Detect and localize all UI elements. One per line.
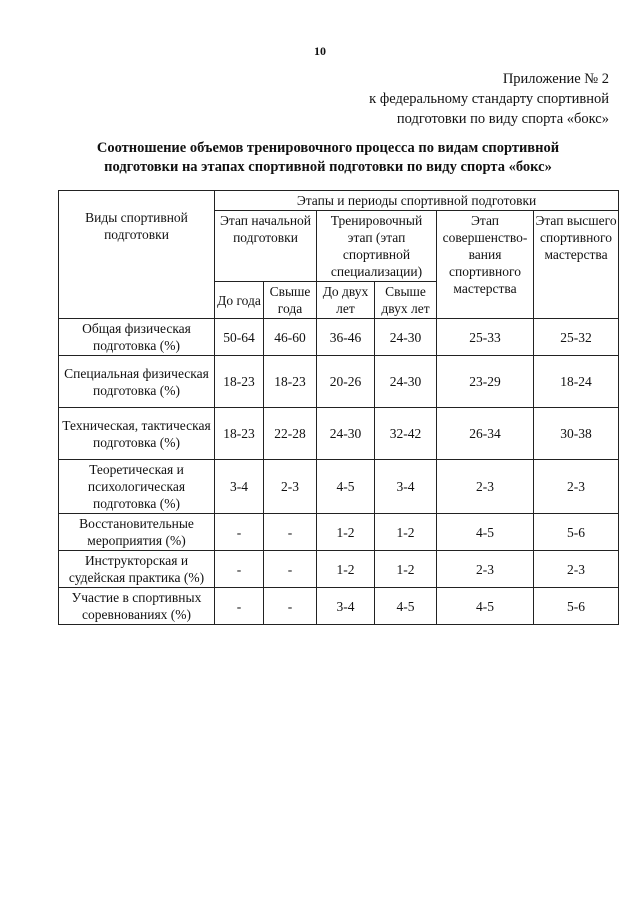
training-ratio-table xyxy=(58,190,619,625)
row-value: 24-30 xyxy=(375,356,437,408)
title-line-1: Соотношение объемов тренировочного процесса по видам спортивной xyxy=(96,140,560,156)
row-value: 1-2 xyxy=(375,551,437,588)
row-value: 22-28 xyxy=(264,408,317,460)
row-category: Инструкторская и судейская практика (%) xyxy=(59,551,215,588)
title-line-2: подготовки на этапах спортивной подготовки по виду спорта «бокс» xyxy=(104,159,552,175)
row-value: 46-60 xyxy=(264,319,317,356)
table-row xyxy=(59,408,619,460)
header-stage-improvement: Этап совершенство-вания спортивного мастерства xyxy=(437,211,534,319)
row-value: 2-3 xyxy=(437,460,534,514)
row-value: 20-26 xyxy=(317,356,375,408)
row-value: 2-3 xyxy=(437,551,534,588)
row-value: - xyxy=(264,551,317,588)
row-value: 3-4 xyxy=(317,588,375,625)
appendix-header xyxy=(369,69,609,129)
row-value: 24-30 xyxy=(317,408,375,460)
header-periods: Этапы и периоды спортивной подготовки xyxy=(215,191,619,211)
row-category: Участие в спортивных соревнованиях (%) xyxy=(59,588,215,625)
appendix-line-3: подготовки по виду спорта «бокс» xyxy=(396,111,609,127)
row-value: 18-23 xyxy=(264,356,317,408)
row-category: Общая физическая подготовка (%) xyxy=(59,319,215,356)
row-value: 4-5 xyxy=(375,588,437,625)
row-category: Техническая, тактическая подготовка (%) xyxy=(59,408,215,460)
row-value: 36-46 xyxy=(317,319,375,356)
header-sub-training-2: Свыше двух лет xyxy=(375,282,437,319)
row-value: 18-24 xyxy=(534,356,619,408)
table-row xyxy=(59,551,619,588)
row-value: 30-38 xyxy=(534,408,619,460)
row-value: - xyxy=(264,514,317,551)
row-value: 4-5 xyxy=(437,514,534,551)
row-value: 1-2 xyxy=(375,514,437,551)
row-value: 5-6 xyxy=(534,514,619,551)
table-row xyxy=(59,356,619,408)
appendix-line-2: к федеральному стандарту спортивной xyxy=(369,91,609,107)
row-value: 26-34 xyxy=(437,408,534,460)
table-row xyxy=(59,588,619,625)
header-kinds: Виды спортивной подготовки xyxy=(59,191,215,319)
header-stage-training: Тренировочный этап (этап спортивной специализации) xyxy=(317,211,437,282)
row-value: 3-4 xyxy=(215,460,264,514)
header-sub-initial-1: До года xyxy=(215,282,264,319)
header-stage-initial: Этап начальной подготовки xyxy=(215,211,317,282)
row-value: 24-30 xyxy=(375,319,437,356)
row-value: - xyxy=(264,588,317,625)
row-value: - xyxy=(215,588,264,625)
row-value: 3-4 xyxy=(375,460,437,514)
appendix-line-1: Приложение № 2 xyxy=(502,71,609,87)
row-value: 23-29 xyxy=(437,356,534,408)
row-value: 18-23 xyxy=(215,356,264,408)
page-number: 10 xyxy=(314,44,326,58)
row-value: 1-2 xyxy=(317,551,375,588)
table-row xyxy=(59,319,619,356)
row-value: 50-64 xyxy=(215,319,264,356)
document-title xyxy=(40,139,616,177)
row-value: 5-6 xyxy=(534,588,619,625)
row-value: - xyxy=(215,551,264,588)
row-value: 2-3 xyxy=(264,460,317,514)
row-category: Восстановительные мероприятия (%) xyxy=(59,514,215,551)
row-value: 2-3 xyxy=(534,551,619,588)
row-value: 25-33 xyxy=(437,319,534,356)
table-row xyxy=(59,460,619,514)
table-row xyxy=(59,514,619,551)
row-value: 4-5 xyxy=(437,588,534,625)
row-value: 25-32 xyxy=(534,319,619,356)
row-category: Специальная физическая подготовка (%) xyxy=(59,356,215,408)
row-value: 32-42 xyxy=(375,408,437,460)
header-sub-initial-2: Свыше года xyxy=(264,282,317,319)
row-value: 2-3 xyxy=(534,460,619,514)
row-value: 1-2 xyxy=(317,514,375,551)
row-value: 4-5 xyxy=(317,460,375,514)
row-value: 18-23 xyxy=(215,408,264,460)
header-sub-training-1: До двух лет xyxy=(317,282,375,319)
row-category: Теоретическая и психологическая подготовка (%) xyxy=(59,460,215,514)
header-stage-highest: Этап высшего спортивного мастерства xyxy=(534,211,619,319)
row-value: - xyxy=(215,514,264,551)
